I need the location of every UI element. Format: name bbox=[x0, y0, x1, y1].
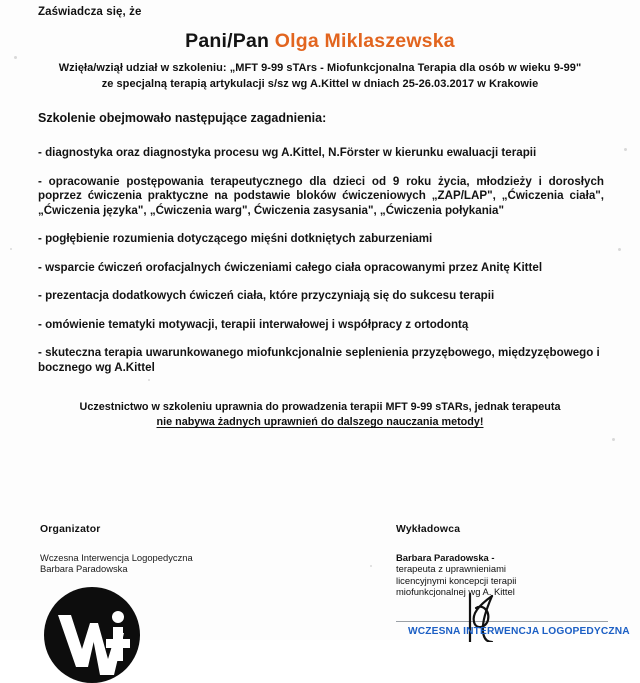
list-item: - diagnostyka oraz diagnostyka procesu wg A.Kittel, N.Förster w kierunku ewaluacji terapii bbox=[38, 146, 537, 159]
scan-speck bbox=[370, 565, 372, 567]
list-item: - wsparcie ćwiczeń orofacjalnych ćwiczeniami całego ciała opracowanymi przez Anitę Kittel bbox=[38, 260, 543, 274]
lecturer-block bbox=[396, 524, 626, 598]
recipient-prefix: Pani/Pan bbox=[185, 30, 275, 52]
list-item: - opracowanie postępowania terapeutycznego dla dzieci od 9 roku życia, młodzieży i dorosłych poprzez ćwiczenia praktyczne na podstawie bloków ćwiczeniowych „ZAP/LAP", „Ćwiczenia ciała", „Ćwiczenia języka", „Ćwiczenia warg", Ćwiczenia zasysania", „Ćwiczenia połykania" bbox=[38, 174, 604, 217]
notice-text bbox=[50, 400, 590, 430]
organizer-logo-icon bbox=[44, 587, 140, 683]
organizer-block bbox=[40, 524, 290, 575]
notice-line-1: Uczestnictwo w szkoleniu uprawnia do prowadzenia terapii MFT 9-99 sTARs, jednak terapeuta bbox=[79, 401, 561, 413]
recipient-name: Olga Miklaszewska bbox=[274, 30, 455, 52]
course-line-2: ze specjalną terapią artykulacji s/sz wg A.Kittel w dniach 25-26.03.2017 w Krakowie bbox=[101, 78, 539, 90]
scan-speck bbox=[612, 438, 615, 441]
section-title: Szkolenie obejmowało następujące zagadnienia: bbox=[38, 111, 327, 125]
intro-text: Zaświadcza się, że bbox=[38, 6, 142, 18]
list-item: - pogłębienie rozumienia dotyczącego mięśni dotkniętych zaburzeniami bbox=[38, 232, 433, 245]
lecturer-role-label: Wykładowca bbox=[396, 524, 461, 535]
scan-speck bbox=[10, 248, 12, 250]
lecturer-line-3: miofunkcjonalnej wg A. Kittel bbox=[396, 586, 515, 597]
list-item: - omówienie tematyki motywacji, terapii interwałowej i współpracy z ortodontą bbox=[38, 317, 469, 331]
list-item: - prezentacja dodatkowych ćwiczeń ciała, które przyczyniają się do sukcesu terapii bbox=[38, 289, 495, 302]
organizer-line-1: Wczesna Interwencja Logopedyczna bbox=[40, 551, 193, 563]
organizer-role-label: Organizator bbox=[40, 524, 101, 535]
lecturer-line-1: terapeuta z uprawnieniami bbox=[396, 563, 506, 574]
topics-list bbox=[38, 146, 604, 389]
stamp-text: WCZESNA INTERWENCJA LOGOPEDYCZNA bbox=[408, 626, 630, 637]
course-line-1: Wzięła/wziął udział w szkoleniu: „MFT 9-99 sTArs - Miofunkcjonalna Terapia dla osób w wieku 9-99" bbox=[58, 62, 582, 74]
scan-speck bbox=[624, 148, 627, 151]
lecturer-name: Barbara Paradowska - bbox=[396, 551, 495, 563]
recipient-line bbox=[0, 30, 640, 53]
lecturer-line-2: licencyjnymi koncepcji terapii bbox=[396, 574, 517, 586]
scan-speck bbox=[618, 248, 621, 251]
organizer-line-2: Barbara Paradowska bbox=[40, 563, 128, 574]
notice-line-2: nie nabywa żadnych uprawnień do dalszego nauczania metody! bbox=[156, 416, 484, 428]
list-item: - skuteczna terapia uwarunkowanego miofunkcjonalnie seplenienia przyzębowego, międzyzębowego i bocznego wg A.Kittel bbox=[38, 346, 600, 374]
scan-speck bbox=[14, 56, 17, 59]
